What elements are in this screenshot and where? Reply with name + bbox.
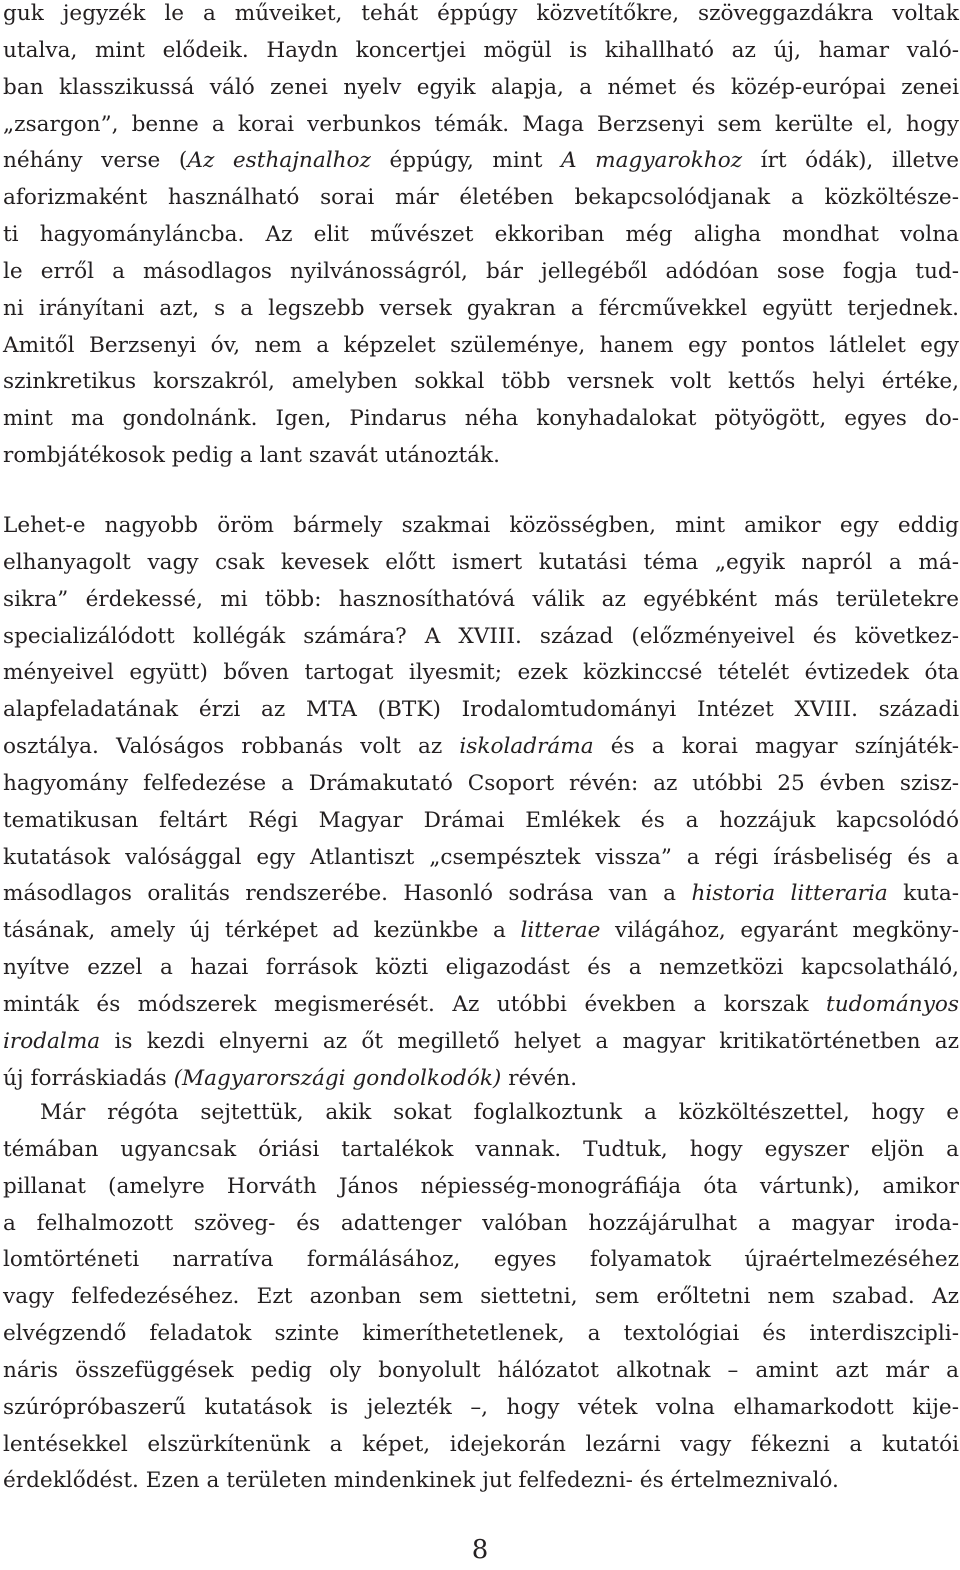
text-line: specializálódott kollégák számára? A XVIII. század (előzményeivel és következ- [3,623,959,649]
paragraph-2 [3,508,959,1098]
text-line: ti hagyományláncba. Az elit művészet ekkoriban még aligha mondhat volna [3,222,959,248]
text-line: guk jegyzék le a műveiket, tehát éppúgy közvetítőkre, szöveggazdákra voltak [3,1,959,26]
text-line: elhanyagolt vagy csak kevesek előtt ismert kutatási téma „egyik napról a má- [3,549,959,575]
text-line: ban klasszikussá váló zenei nyelv egyik alapja, a német és közép-európai zenei [3,74,959,100]
text-line: alapfeladatának érzi az MTA (BTK) Irodalomtudományi Intézet XVIII. századi [3,697,959,723]
italic-text: tudományos [826,991,959,1017]
text-line: utalva, mint elődeik. Haydn koncertjei mögül is kihallható az új, hamar való- [3,37,959,63]
paragraph-1 [3,0,959,475]
text-line: irodalma is kezdi elnyerni az őt megillető helyet a magyar kritikatörténetben az [3,1028,959,1054]
text-line: aforizmaként használható sorai már életében bekapcsolódjanak a közköltésze- [3,185,959,211]
text-line: pillanat (amelyre Horváth János népiesség-monográfiája óta vártunk), amikor [3,1173,959,1199]
italic-text: irodalma [3,1028,101,1054]
text-line: osztálya. Valóságos robbanás volt az iskoladráma és a korai magyar színjáték- [3,734,959,760]
italic-text: litterae [520,918,601,944]
text-line: szinkretikus korszakról, amelyben sokkal több versnek volt kettős helyi értéke, [3,369,959,395]
text-line: náris összefüggések pedig oly bonyolult hálózatot alkotnak – amint azt már a [3,1357,959,1383]
italic-text: iskoladráma [459,734,594,760]
text-line: ni irányítani azt, s a legszebb versek gyakran a fércművekkel együtt terjednek. [3,295,959,321]
text-line: rombjátékosok pedig a lant szavát utánozták. [3,443,500,469]
text-line: lomtörténeti narratíva formálásához, egyes folyamatok újraértelmezéséhez [3,1247,959,1273]
text-line: ményeivel együtt) bőven tartogat ilyesmit; ezek közkinccsé tételét évtizedek óta [3,660,959,686]
text-line: nyítve ezzel a hazai források közti eligazodást és a nemzetközi kapcsolatháló, [3,955,959,981]
page-number: 8 [471,1535,489,1565]
text-line: Már régóta sejtettük, akik sokat foglalkoztunk a közköltészettel, hogy e [40,1100,959,1125]
text-line: a felhalmozott szöveg- és adattenger valóban hozzájárulhat a magyar iroda- [3,1210,959,1236]
text-line: érdeklődést. Ezen a területen mindenkinek jut felfedezni- és értelmeznivaló. [3,1468,839,1494]
italic-text: historia litteraria [691,881,888,907]
text-line: szúrópróbaszerű kutatások is jelezték –, hogy vétek volna elhamarkodott kije- [3,1394,959,1420]
text-line: Amitől Berzsenyi óv, nem a képzelet szüleménye, hanem egy pontos látlelet egy [3,332,959,358]
text-line: minták és módszerek megismerését. Az utóbbi években a korszak tudományos [3,991,959,1017]
text-line: tematikusan feltárt Régi Magyar Drámai Emlékek és a hozzájuk kapcsolódó [3,807,959,833]
text-line: elvégzendő feladatok szinte kimeríthetetlenek, a textológiai és interdiszcipli- [3,1321,959,1347]
text-line: le erről a másodlagos nyilvánosságról, bár jellegéből adódóan sose fogja tud- [3,258,959,284]
text-line: sikra” érdekessé, mi több: hasznosíthatóvá válik az egyébként más területekre [3,586,959,612]
italic-text: A magyarokhoz [560,148,743,174]
text-line: Lehet-e nagyobb öröm bármely szakmai közösségben, mint amikor egy eddig [3,513,959,538]
text-line: néhány verse (Az esthajnalhoz éppúgy, mint A magyarokhoz írt ódák), illetve [3,148,959,174]
text-line: tásának, amely új térképet ad kezünkbe a litterae világához, egyaránt megköny- [3,918,959,944]
italic-text: Az esthajnalhoz [187,148,371,174]
paragraph-3 [3,1095,959,1500]
text-line: másodlagos oralitás rendszerébe. Hasonló sodrása van a historia litteraria kuta- [3,881,959,907]
text-line: lentésekkel elszürkítenünk a képet, idejekorán lezárni vagy fékezni a kutatói [3,1431,959,1457]
text-line: „zsargon”, benne a korai verbunkos témák. Maga Berzsenyi sem kerülte el, hogy [3,111,959,137]
text-line: hagyomány felfedezése a Drámakutató Csoport révén: az utóbbi 25 évben szisz- [3,770,959,796]
italic-text: (Magyarországi gondolkodók) [173,1065,502,1091]
text-line: vagy felfedezéséhez. Ezt azonban sem siettetni, sem erőltetni nem szabad. Az [3,1284,959,1310]
text-line: mint ma gondolnánk. Igen, Pindarus néha konyhadalokat pötyögött, egyes do- [3,406,959,432]
text-line: témában ugyancsak óriási tartalékok vannak. Tudtuk, hogy egyszer eljön a [3,1136,959,1162]
text-line: új forráskiadás (Magyarországi gondolkodók) révén. [3,1065,578,1091]
text-line: kutatások valósággal egy Atlantiszt „csempésztek vissza” a régi írásbeliség és a [3,844,959,870]
